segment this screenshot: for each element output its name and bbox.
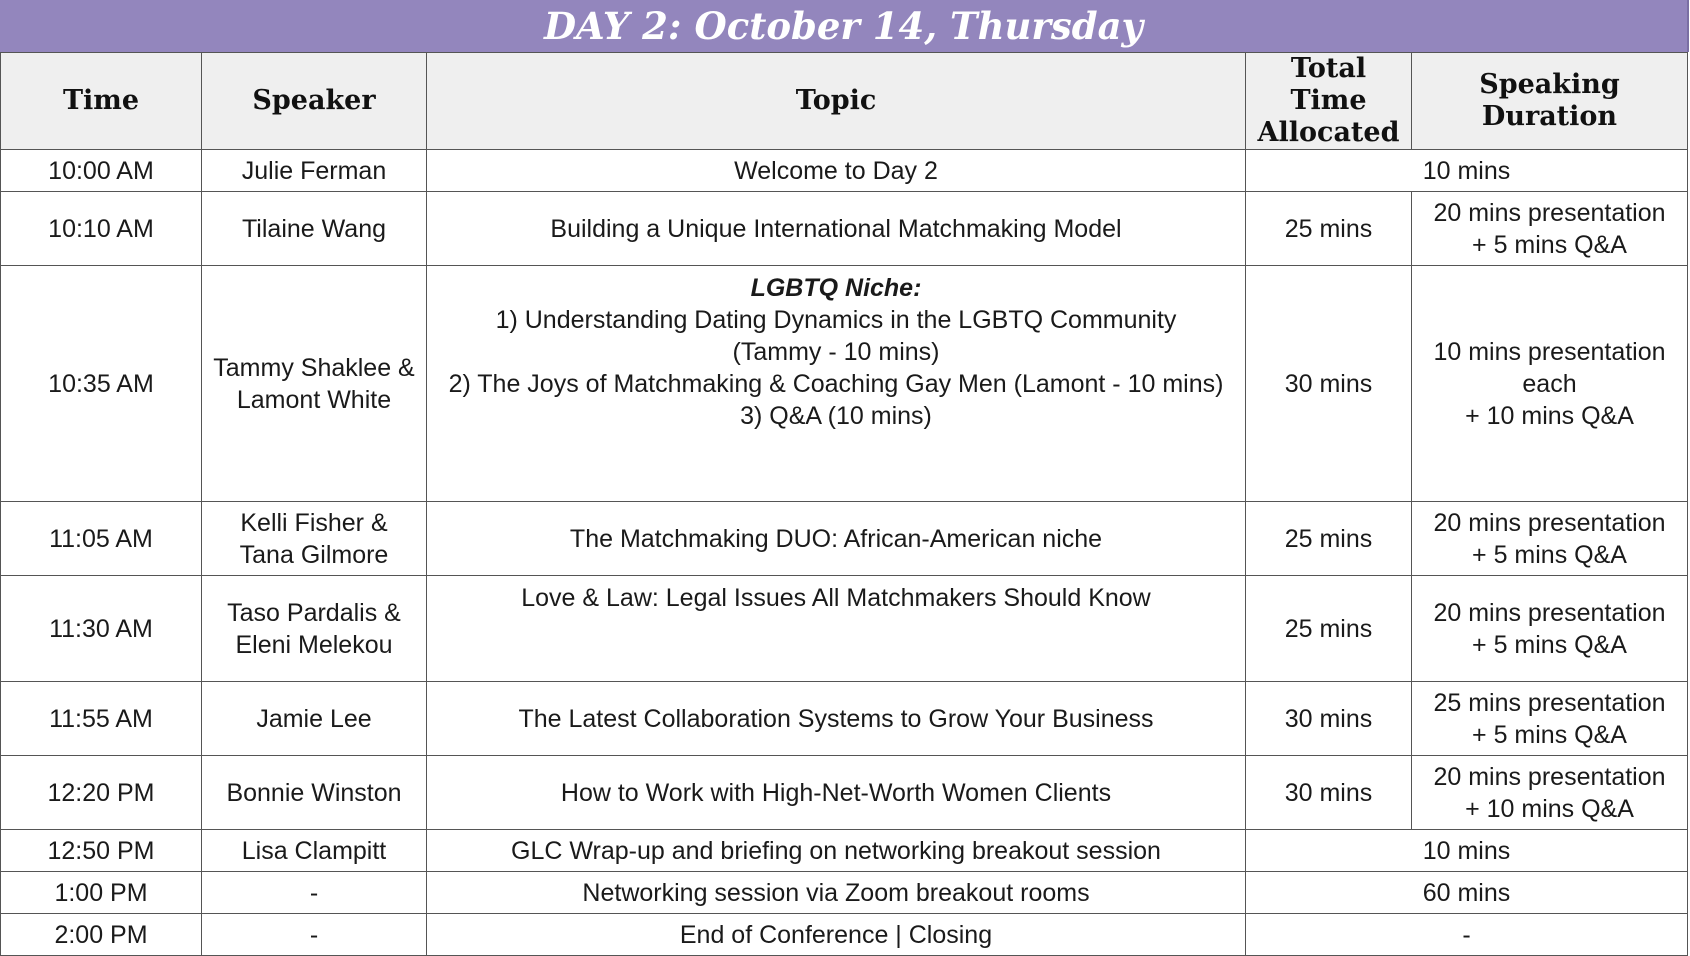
topic-cell: Networking session via Zoom breakout rooms <box>427 872 1246 914</box>
table-row <box>1 830 1688 872</box>
topic-cell: How to Work with High-Net-Worth Women Clients <box>427 756 1246 830</box>
total-time-cell: 30 mins <box>1246 266 1412 502</box>
speaker-line: Lamont White <box>236 385 392 414</box>
speaker-cell <box>202 266 427 502</box>
speaker-cell: Lisa Clampitt <box>202 830 427 872</box>
speaker-line: Kelli Fisher & <box>240 508 388 537</box>
topic-line: 2) The Joys of Matchmaking & Coaching Gay Men (Lamont - 10 mins) <box>448 370 1224 398</box>
table-row <box>1 756 1688 830</box>
speaker-cell <box>202 502 427 576</box>
speaking-duration-cell <box>1412 756 1688 830</box>
table-row <box>1 682 1688 756</box>
speaker-cell: - <box>202 872 427 914</box>
total-time-cell: 25 mins <box>1246 502 1412 576</box>
speaker-cell <box>202 576 427 682</box>
duration-line: each <box>1522 369 1577 398</box>
topic-cell: Welcome to Day 2 <box>427 150 1246 192</box>
topic-cell: Building a Unique International Matchmaking Model <box>427 192 1246 266</box>
topic-line: (Tammy - 10 mins) <box>732 338 940 366</box>
speaker-line: Taso Pardalis & <box>227 598 401 627</box>
time-cell: 10:35 AM <box>1 266 202 502</box>
table-row <box>1 150 1688 192</box>
header-speaking-duration: Speaking Duration <box>1412 53 1688 150</box>
speaker-line: Eleni Melekou <box>235 630 393 659</box>
duration-line: + 5 mins Q&A <box>1472 230 1627 259</box>
table-row <box>1 872 1688 914</box>
total-time-cell: 30 mins <box>1246 756 1412 830</box>
header-topic: Topic <box>427 53 1246 150</box>
total-time-cell: 30 mins <box>1246 682 1412 756</box>
time-cell: 1:00 PM <box>1 872 202 914</box>
duration-line: 10 mins presentation <box>1433 337 1666 366</box>
duration-line: + 5 mins Q&A <box>1472 630 1627 659</box>
time-cell: 11:30 AM <box>1 576 202 682</box>
duration-cell: 60 mins <box>1246 872 1688 914</box>
duration-line: + 10 mins Q&A <box>1465 401 1634 430</box>
speaker-cell: Jamie Lee <box>202 682 427 756</box>
duration-line: + 10 mins Q&A <box>1465 794 1634 823</box>
speaking-duration-cell <box>1412 682 1688 756</box>
table-row <box>1 914 1688 956</box>
schedule-table <box>0 52 1688 956</box>
topic-cell: The Matchmaking DUO: African-American niche <box>427 502 1246 576</box>
time-cell: 11:05 AM <box>1 502 202 576</box>
duration-cell: - <box>1246 914 1688 956</box>
topic-line: 3) Q&A (10 mins) <box>740 402 932 430</box>
header-total-time: Total Time Allocated <box>1246 53 1412 150</box>
time-cell: 11:55 AM <box>1 682 202 756</box>
topic-cell <box>427 266 1246 502</box>
speaker-cell: Tilaine Wang <box>202 192 427 266</box>
day-title-banner: DAY 2: October 14, Thursday <box>0 0 1689 52</box>
duration-line: 20 mins presentation <box>1433 762 1666 791</box>
total-time-cell: 25 mins <box>1246 192 1412 266</box>
header-row <box>1 53 1688 150</box>
time-cell: 12:50 PM <box>1 830 202 872</box>
topic-cell: The Latest Collaboration Systems to Grow Your Business <box>427 682 1246 756</box>
duration-line: 20 mins presentation <box>1433 198 1666 227</box>
table-row <box>1 502 1688 576</box>
duration-line: 20 mins presentation <box>1433 598 1666 627</box>
duration-cell: 10 mins <box>1246 150 1688 192</box>
speaker-cell: Bonnie Winston <box>202 756 427 830</box>
speaking-duration-cell <box>1412 266 1688 502</box>
time-cell: 10:10 AM <box>1 192 202 266</box>
duration-line: 20 mins presentation <box>1433 508 1666 537</box>
topic-cell: Love & Law: Legal Issues All Matchmakers Should Know <box>427 576 1246 682</box>
topic-cell: GLC Wrap-up and briefing on networking breakout session <box>427 830 1246 872</box>
time-cell: 2:00 PM <box>1 914 202 956</box>
speaking-duration-cell <box>1412 576 1688 682</box>
speaker-cell: - <box>202 914 427 956</box>
topic-line: 1) Understanding Dating Dynamics in the LGBTQ Community <box>495 306 1177 334</box>
topic-heading: LGBTQ Niche: <box>750 274 922 302</box>
time-cell: 12:20 PM <box>1 756 202 830</box>
total-time-cell: 25 mins <box>1246 576 1412 682</box>
speaker-cell: Julie Ferman <box>202 150 427 192</box>
speaker-line: Tammy Shaklee & <box>213 353 415 382</box>
duration-line: + 5 mins Q&A <box>1472 720 1627 749</box>
speaker-line: Tana Gilmore <box>239 540 389 569</box>
table-row <box>1 192 1688 266</box>
speaking-duration-cell <box>1412 192 1688 266</box>
table-row <box>1 576 1688 682</box>
duration-cell: 10 mins <box>1246 830 1688 872</box>
time-cell: 10:00 AM <box>1 150 202 192</box>
header-speaker: Speaker <box>202 53 427 150</box>
duration-line: 25 mins presentation <box>1433 688 1666 717</box>
table-row <box>1 266 1688 502</box>
speaking-duration-cell <box>1412 502 1688 576</box>
duration-line: + 5 mins Q&A <box>1472 540 1627 569</box>
topic-cell: End of Conference | Closing <box>427 914 1246 956</box>
header-time: Time <box>1 53 202 150</box>
